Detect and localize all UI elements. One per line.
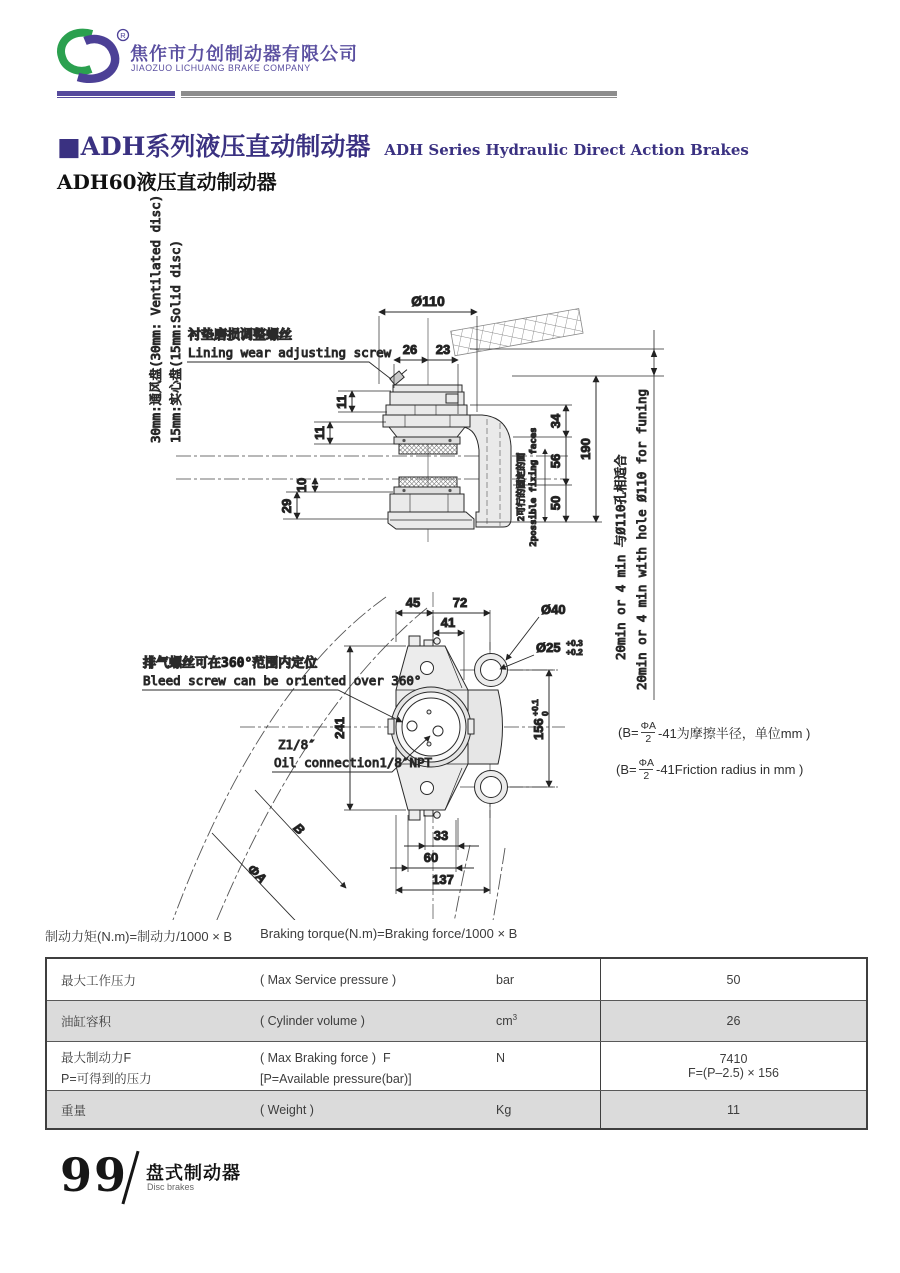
dim-11b-label: 11 — [312, 426, 327, 440]
dim-50-label: 50 — [548, 495, 563, 511]
dim-29-label: 29 — [279, 498, 294, 514]
brake-pad-upper — [399, 444, 457, 454]
braking-formula — [45, 926, 517, 945]
dim-10 — [286, 478, 393, 492]
series-title-cn: ■ADH系列液压直动制动器 — [57, 132, 371, 161]
page-number: 99 — [60, 1148, 129, 1202]
row-label-cn-line1: 最大制动力F — [61, 1051, 132, 1065]
dim-110-label: Ø110 — [411, 293, 445, 309]
fixing-label-cn: 2可行的固定的面 — [517, 452, 527, 522]
row-label-en: ( Weight ) — [260, 1102, 314, 1117]
brake-pad-lower — [399, 477, 457, 487]
radius-b-label: B — [290, 820, 308, 838]
fit-note-cn: 20min or 4 min 与Ø110孔相适合 — [613, 454, 628, 660]
dim-dia40-label: Ø40 — [541, 602, 566, 617]
row-label-en-line1: ( Max Braking force ) F — [260, 1051, 391, 1065]
friction-note-en-prefix: (B= — [616, 762, 637, 778]
friction-note-en — [616, 757, 803, 782]
dim-dia25-label: Ø25 — [536, 640, 561, 655]
bleed-screw-hole — [407, 721, 417, 731]
company-name-en: JIAOZUO LICHUANG BRAKE COMPANY — [131, 63, 311, 73]
oil-connection-hole — [433, 726, 443, 736]
dim-72-label: 72 — [452, 595, 468, 610]
row-label-cn: 油缸容积 — [61, 1015, 112, 1029]
row-label-en-line2: [P=Available pressure(bar)] — [260, 1072, 412, 1086]
dim-dia25-tol-up: +0.3 — [566, 638, 583, 648]
row-label-cn — [47, 1042, 248, 1090]
row-value — [600, 1042, 866, 1090]
row-label-en: ( Cylinder volume ) — [260, 1014, 365, 1028]
disc-note-2: 15mm:实心盘(15mm:Solid disc) — [168, 239, 183, 443]
friction-fraction — [641, 720, 656, 745]
dim-60-label: 60 — [423, 850, 439, 865]
side-view — [148, 195, 664, 700]
spec-table — [45, 957, 868, 1130]
caliper-front-body — [388, 636, 508, 820]
dim-10-label: 10 — [294, 477, 309, 493]
fit-note-en: 20min or 4 min with hole Ø110 for funing — [634, 388, 649, 690]
technical-drawing — [40, 195, 880, 920]
radius-phia — [212, 833, 310, 920]
braking-formula-cn: 制动力矩(N.m)=制动力/1000 × B — [45, 929, 233, 944]
table-row-cylinder-volume — [47, 1000, 866, 1041]
radius-phia-label: ΦA — [244, 861, 270, 887]
row-unit-text: cm — [496, 1014, 513, 1029]
friction-frac-bottom-en: 2 — [639, 769, 653, 782]
row-unit: Kg — [496, 1102, 512, 1117]
friction-note-cn — [618, 720, 810, 745]
dim-11a — [334, 391, 391, 412]
row-value: 11 — [727, 1102, 740, 1117]
dim-241-label: 241 — [332, 717, 347, 739]
row-value: 50 — [726, 972, 741, 987]
friction-frac-bottom: 2 — [641, 732, 655, 745]
dim-33-label: 33 — [433, 828, 449, 843]
row-label-en — [248, 1042, 474, 1090]
adjusting-screw — [390, 367, 410, 385]
oil-label-cn: Z1/8″ — [278, 737, 316, 752]
row-value-line2: F=(P–2.5) × 156 — [687, 1066, 780, 1080]
fixing-label-en: 2possible fixing faces — [529, 427, 539, 547]
dim-41-label: 41 — [440, 615, 456, 630]
friction-frac-top-en: ΦA — [638, 757, 654, 769]
friction-fraction-en — [639, 757, 654, 782]
header-rule-purple — [57, 91, 175, 96]
fixing-faces-note — [515, 427, 545, 546]
dim-29 — [279, 492, 388, 519]
dim-23-label: 23 — [435, 342, 451, 357]
disc-note-1: 30mm:通风盘(30mm: Ventilated disc) — [148, 195, 163, 443]
row-label-cn: 最大工作压力 — [61, 973, 137, 988]
caliper-body — [383, 367, 511, 529]
dim-56-label: 56 — [548, 453, 563, 469]
dim-26-label: 26 — [402, 342, 418, 357]
table-row-max-braking-force — [47, 1041, 866, 1090]
model-heading: ADH60液压直动制动器 — [57, 170, 277, 194]
row-value: 26 — [726, 1014, 741, 1028]
row-label-cn-line2: P=可得到的压力 — [61, 1072, 152, 1086]
adjust-label-cn: 衬垫磨损调整螺丝 — [188, 328, 293, 343]
registered-mark-letter: R — [120, 30, 126, 40]
friction-note-cn-suffix: -41为摩擦半径，单位mm ) — [657, 726, 811, 742]
dim-190 — [578, 376, 596, 522]
dim-60 — [390, 815, 474, 872]
table-row-weight — [47, 1090, 866, 1128]
fit-note — [613, 330, 657, 700]
footer-section-cn: 盘式制动器 — [146, 1163, 241, 1183]
table-row-max-pressure — [47, 959, 866, 1000]
company-logo — [54, 26, 132, 95]
bleed-label-en: Bleed screw can be oriented over 360° — [143, 673, 422, 688]
row-unit-sup: 3 — [512, 1013, 518, 1023]
oil-label-en: Oil connection1/8″NPT — [274, 755, 433, 770]
row-label-cn: 重量 — [61, 1103, 87, 1118]
row-unit — [474, 1013, 600, 1028]
header-rule-gray — [181, 91, 617, 96]
front-view — [142, 592, 583, 920]
row-unit: bar — [496, 972, 515, 987]
dim-137-label: 137 — [432, 872, 454, 887]
bleed-label-cn: 排气螺丝可在360°范围内定位 — [143, 656, 318, 671]
dim-156 — [510, 670, 555, 787]
dim-34-label: 34 — [548, 413, 563, 429]
friction-frac-top: ΦA — [640, 720, 656, 732]
series-title-en: ADH Series Hydraulic Direct Action Brakes — [384, 141, 749, 159]
row-label-en: ( Max Service pressure ) — [260, 972, 397, 987]
series-title — [57, 127, 749, 163]
dim-dia25-tol-dn: +0.2 — [566, 647, 583, 657]
company-name-cn: 焦作市力创制动器有限公司 — [130, 44, 358, 64]
row-unit: N — [496, 1051, 506, 1065]
row-value-line1: 7410 — [719, 1052, 748, 1066]
friction-note-cn-prefix: (B= — [618, 725, 639, 741]
dim-156-label: 156 — [531, 718, 546, 740]
dim-156-tol-dn: 0 — [540, 711, 550, 716]
adjust-label-en: Lining wear adjusting screw — [188, 345, 392, 360]
dim-dia25 — [500, 638, 583, 669]
footer-section-en: Disc brakes — [147, 1182, 195, 1192]
braking-formula-en: Braking torque(N.m)=Braking force/1000 × B — [260, 926, 518, 941]
dim-190-label: 190 — [578, 438, 593, 460]
dim-45-label: 45 — [405, 595, 421, 610]
dim-11a-label: 11 — [334, 395, 349, 409]
dim-156-tol-up: +0.1 — [530, 699, 540, 716]
friction-note-en-suffix: -41Friction radius in mm ) — [655, 762, 804, 778]
